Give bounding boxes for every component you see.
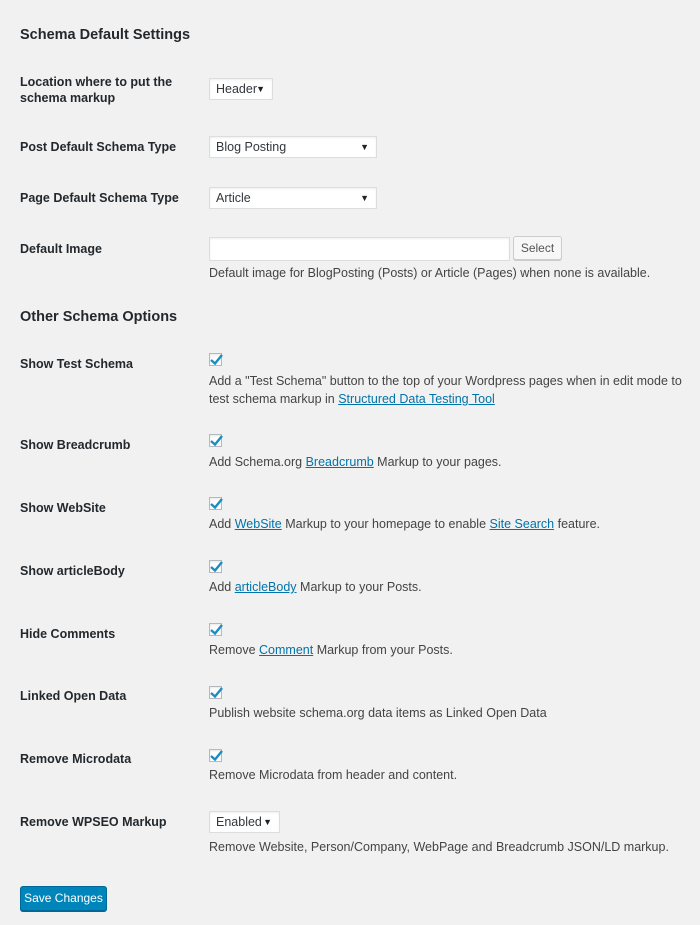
- dropdown-arrow-icon: ▼: [256, 84, 265, 94]
- checkmark-icon: [208, 432, 225, 449]
- website-desc-before: Add: [209, 517, 235, 531]
- location-select[interactable]: [209, 78, 273, 100]
- post-type-select-value: Blog Posting: [216, 140, 287, 154]
- remove-wpseo-select[interactable]: [209, 811, 280, 833]
- website-checkbox[interactable]: [209, 497, 222, 510]
- breadcrumb-link[interactable]: Breadcrumb: [305, 455, 374, 469]
- checkmark-icon: [208, 351, 225, 368]
- dropdown-arrow-icon: ▼: [360, 193, 369, 203]
- remove-microdata-label: Remove Microdata: [20, 752, 132, 766]
- breadcrumb-description: [209, 453, 689, 471]
- structured-data-testing-tool-link[interactable]: Structured Data Testing Tool: [338, 392, 495, 406]
- hide-comments-desc-before: Remove: [209, 643, 260, 657]
- comment-link[interactable]: Comment: [259, 643, 314, 657]
- section-title-defaults: Schema Default Settings: [20, 27, 191, 43]
- checkmark-icon: [208, 495, 225, 512]
- website-link[interactable]: WebSite: [234, 517, 282, 531]
- breadcrumb-checkbox[interactable]: [209, 434, 222, 447]
- article-body-checkbox[interactable]: [209, 560, 222, 573]
- article-body-desc-before: Add: [209, 580, 235, 594]
- article-body-link[interactable]: articleBody: [234, 580, 297, 594]
- section-title-other: Other Schema Options: [20, 309, 178, 325]
- default-image-input[interactable]: [209, 237, 510, 261]
- checkmark-icon: [208, 747, 225, 764]
- default-image-description: Default image for BlogPosting (Posts) or Article (Pages) when none is available.: [209, 266, 651, 280]
- page-type-label: Page Default Schema Type: [20, 191, 179, 205]
- default-image-label: Default Image: [20, 242, 102, 256]
- website-desc-after: feature.: [554, 517, 601, 531]
- test-schema-checkbox[interactable]: [209, 353, 222, 366]
- location-label: Location where to put the schema markup: [20, 75, 173, 105]
- dropdown-arrow-icon: ▼: [360, 142, 369, 152]
- hide-comments-description: [209, 641, 689, 659]
- remove-wpseo-description: Remove Website, Person/Company, WebPage and Breadcrumb JSON/LD markup.: [209, 840, 669, 854]
- website-desc-middle: Markup to your homepage to enable: [281, 517, 490, 531]
- breadcrumb-label: Show Breadcrumb: [20, 438, 131, 452]
- page-type-select-value: Article: [216, 191, 251, 205]
- article-body-desc-after: Markup to your Posts.: [296, 580, 422, 594]
- linked-open-data-checkbox[interactable]: [209, 686, 222, 699]
- site-search-link[interactable]: Site Search: [489, 517, 555, 531]
- checkmark-icon: [208, 684, 225, 701]
- remove-microdata-checkbox[interactable]: [209, 749, 222, 762]
- checkmark-icon: [208, 558, 225, 575]
- post-type-label: Post Default Schema Type: [20, 140, 177, 154]
- post-type-select[interactable]: [209, 136, 377, 158]
- breadcrumb-desc-before: Add Schema.org: [209, 455, 306, 469]
- article-body-description: [209, 578, 689, 596]
- select-image-button[interactable]: Select: [513, 236, 562, 260]
- hide-comments-checkbox[interactable]: [209, 623, 222, 636]
- website-label: Show WebSite: [20, 501, 106, 515]
- test-schema-description: [209, 372, 689, 408]
- remove-microdata-description: Remove Microdata from header and content.: [209, 768, 458, 782]
- save-changes-button[interactable]: Save Changes: [20, 886, 107, 911]
- checkmark-icon: [208, 621, 225, 638]
- linked-open-data-label: Linked Open Data: [20, 689, 127, 703]
- remove-wpseo-select-value: Enabled: [216, 815, 262, 829]
- page-type-select[interactable]: [209, 187, 377, 209]
- article-body-label: Show articleBody: [20, 564, 125, 578]
- linked-open-data-description: Publish website schema.org data items as Linked Open Data: [209, 706, 547, 720]
- hide-comments-desc-after: Markup from your Posts.: [313, 643, 453, 657]
- breadcrumb-desc-after: Markup to your pages.: [373, 455, 502, 469]
- test-schema-desc-text: Add a "Test Schema" button to the top of your Wordpress pages when in edit mode to test schema markup in: [209, 374, 682, 406]
- location-select-value: Header: [216, 82, 257, 96]
- website-description: [209, 515, 689, 533]
- remove-wpseo-label: Remove WPSEO Markup: [20, 815, 167, 829]
- dropdown-arrow-icon: ▼: [263, 817, 272, 827]
- hide-comments-label: Hide Comments: [20, 627, 116, 641]
- test-schema-label: Show Test Schema: [20, 357, 133, 371]
